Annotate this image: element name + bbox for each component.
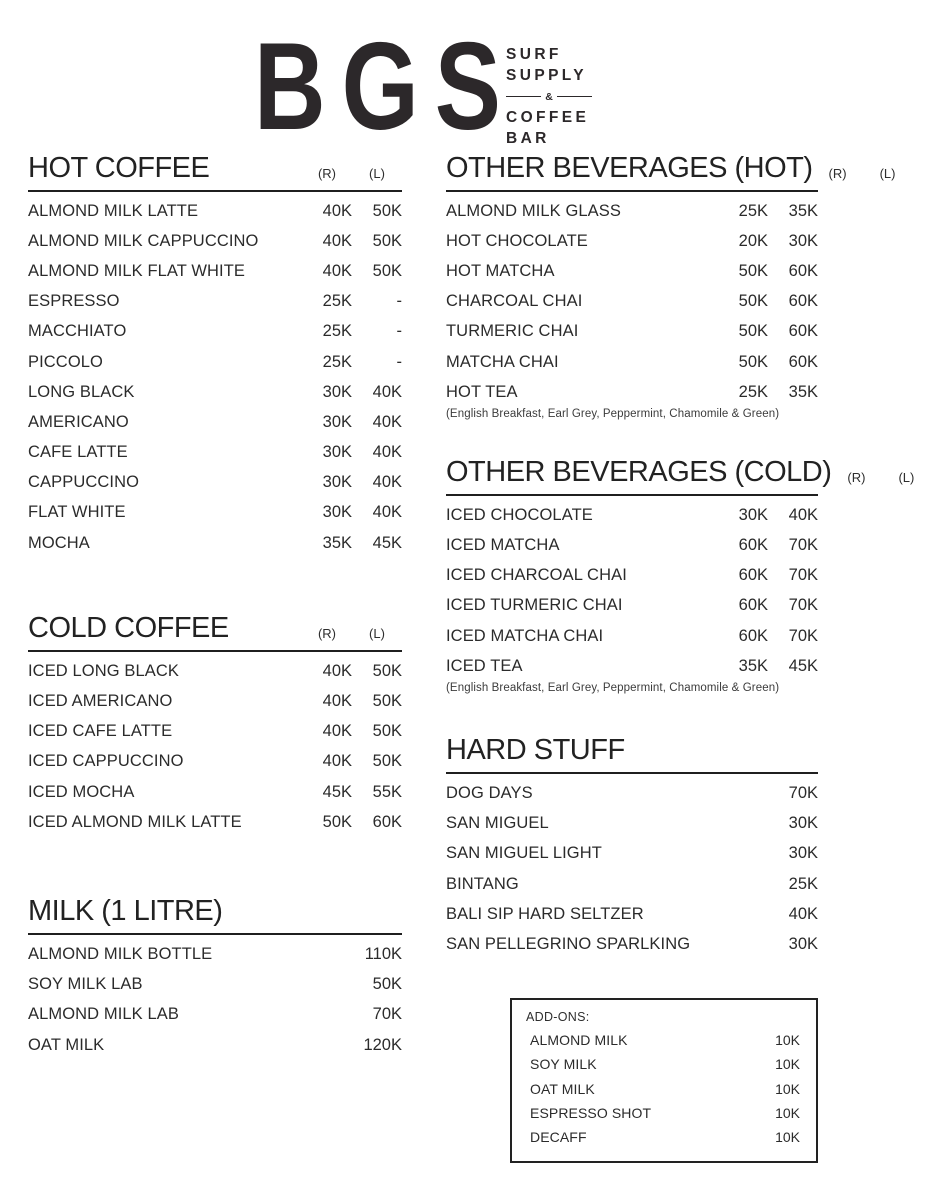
- menu-item-name: ICED ALMOND MILK LATTE: [28, 812, 242, 831]
- menu-item-row: [28, 970, 402, 1000]
- section-other-beverages-hot: [446, 152, 896, 421]
- tagline-divider: [506, 86, 592, 107]
- menu-item-price-large: 70K: [788, 566, 818, 585]
- size-label-large: (L): [898, 470, 915, 486]
- menu-item-row: [28, 287, 402, 317]
- menu-item-price-large: 60K: [788, 292, 818, 311]
- menu-item-row: [526, 1028, 800, 1052]
- menu-item-name: PICCOLO: [28, 352, 103, 371]
- menu-item-name: ALMOND MILK CAPPUCCINO: [28, 231, 259, 250]
- menu-item-row: [28, 256, 402, 286]
- menu-item-price-large: 50K: [372, 201, 402, 220]
- menu-item-row: [526, 1101, 800, 1125]
- menu-item-price-regular: 50K: [738, 292, 768, 311]
- menu-item-name: DECAFF: [530, 1129, 587, 1146]
- section-other-beverages-cold: [446, 456, 915, 695]
- menu-item-name: HOT MATCHA: [446, 261, 555, 280]
- section-header: [28, 897, 402, 935]
- menu-item-price-large: 60K: [788, 352, 818, 371]
- menu-item-row: [28, 747, 402, 777]
- section-rows: [446, 778, 818, 959]
- menu-item-name: OAT MILK: [530, 1080, 595, 1097]
- menu-item-name: CHARCOAL CHAI: [446, 292, 583, 311]
- tea-varieties-note: (English Breakfast, Earl Grey, Peppermint, Chamomile & Green): [446, 682, 780, 695]
- menu-item-name: SOY MILK: [530, 1056, 597, 1073]
- menu-item-price-large: 10K: [775, 1080, 800, 1097]
- menu-item-price-large: 10K: [775, 1056, 800, 1073]
- menu-item-row: [526, 1076, 800, 1100]
- menu-item-name: ICED CAFE LATTE: [28, 722, 173, 741]
- menu-item-price-regular: 25K: [738, 382, 768, 401]
- menu-item-row: [446, 809, 818, 839]
- menu-item-price-regular: 40K: [322, 752, 352, 771]
- menu-item-price-regular: 25K: [322, 322, 352, 341]
- menu-item-price-large: 40K: [372, 473, 402, 492]
- section-title: MILK (1 LITRE): [28, 895, 223, 928]
- menu-item-name: ALMOND MILK: [530, 1031, 628, 1048]
- tagline-surf: SURF: [506, 46, 562, 63]
- menu-item-name: OAT MILK: [28, 1035, 105, 1054]
- menu-item-row: [28, 196, 402, 226]
- menu-item-price-large: 50K: [372, 722, 402, 741]
- right-column: [446, 152, 915, 1163]
- ampersand: &: [545, 90, 553, 103]
- menu-item-name: ALMOND MILK FLAT WHITE: [28, 261, 246, 280]
- section-header: [446, 152, 896, 192]
- menu-item-price-large: 25K: [788, 874, 818, 893]
- menu-item-row: [446, 531, 818, 561]
- addons-title: ADD-ONS:: [526, 1009, 590, 1024]
- menu-item-price-large: -: [396, 292, 402, 311]
- menu-item-price-large: 30K: [788, 231, 818, 250]
- menu-item-row: [28, 656, 402, 686]
- menu-item-price-regular: 50K: [738, 261, 768, 280]
- menu-item-price-regular: 25K: [322, 292, 352, 311]
- section-title: OTHER BEVERAGES (HOT): [446, 152, 813, 184]
- logo: [28, 0, 818, 156]
- menu-item-row: [28, 317, 402, 347]
- menu-item-row: [446, 839, 818, 869]
- menu-item-price-large: 40K: [372, 382, 402, 401]
- menu-item-row: [28, 498, 402, 528]
- menu-item-price-regular: 20K: [738, 231, 768, 250]
- section-rows: [526, 1028, 800, 1150]
- menu-item-name: ICED TURMERIC CHAI: [446, 596, 623, 615]
- menu-item-name: ICED CHOCOLATE: [446, 505, 593, 524]
- size-label-regular: (R): [317, 166, 337, 181]
- menu-item-row: [28, 377, 402, 407]
- menu-item-price-large: 40K: [788, 505, 818, 524]
- menu-item-row: [446, 317, 818, 347]
- menu-item-row: [526, 1052, 800, 1076]
- menu-item-price-regular: 30K: [322, 412, 352, 431]
- menu-item-price-regular: 60K: [738, 536, 768, 555]
- section-milk: [28, 897, 402, 1060]
- menu-item-price-regular: 40K: [322, 231, 352, 250]
- menu-item-name: ESPRESSO SHOT: [530, 1104, 652, 1121]
- menu-item-row: [28, 468, 402, 498]
- menu-item-row: [28, 347, 402, 377]
- menu-item-row: [28, 226, 402, 256]
- menu-item-price-large: 40K: [372, 503, 402, 522]
- menu-item-row: [526, 1125, 800, 1149]
- size-label-large: (L): [879, 166, 896, 181]
- menu-item-price-large: -: [396, 322, 402, 341]
- menu-item-price-large: 55K: [372, 782, 402, 801]
- menu-item-price-large: 35K: [788, 201, 818, 220]
- menu-item-row: [28, 438, 402, 468]
- menu-item-name: ALMOND MILK LATTE: [28, 201, 199, 220]
- menu-item-price-large: 50K: [372, 752, 402, 771]
- menu-item-name: ALMOND MILK BOTTLE: [28, 944, 213, 963]
- menu-item-price-regular: 50K: [322, 812, 352, 831]
- menu-item-row: [28, 1030, 402, 1060]
- size-label-large: (L): [369, 626, 385, 642]
- logo-tagline: [506, 38, 592, 149]
- menu-item-row: [28, 686, 402, 716]
- menu-item-name: SAN MIGUEL: [446, 814, 549, 833]
- section-rows: [446, 196, 818, 407]
- menu-item-price-large: 60K: [788, 261, 818, 280]
- menu-item-price-large: 70K: [788, 784, 818, 803]
- section-header: [446, 736, 818, 774]
- menu-item-row: [28, 528, 402, 558]
- tagline-bar: BAR: [506, 130, 550, 147]
- menu-item-name: ICED CAPPUCCINO: [28, 752, 184, 771]
- menu-item-row: [446, 226, 818, 256]
- section-hard-stuff: [446, 736, 818, 959]
- menu-item-price-large: 30K: [788, 814, 818, 833]
- menu-item-row: [446, 500, 818, 530]
- size-labels: [813, 166, 913, 183]
- section-title: OTHER BEVERAGES (COLD): [446, 456, 832, 489]
- menu-item-row: [446, 256, 818, 286]
- menu-item-row: [446, 347, 818, 377]
- menu-item-name: MOCHA: [28, 533, 90, 552]
- menu-item-row: [446, 377, 818, 407]
- menu-item-price-large: 70K: [372, 1005, 402, 1024]
- menu-item-price-large: 10K: [775, 1031, 800, 1048]
- menu-item-name: HOT CHOCOLATE: [446, 231, 588, 250]
- menu-item-name: MACCHIATO: [28, 322, 127, 341]
- menu-item-price-regular: 25K: [322, 352, 352, 371]
- menu-item-price-regular: 40K: [322, 692, 352, 711]
- menu-item-name: ICED TEA: [446, 656, 523, 675]
- section-header: [446, 456, 915, 496]
- menu-item-name: ICED MATCHA CHAI: [446, 626, 604, 645]
- menu-columns: [28, 152, 915, 1163]
- tagline-coffee: COFFEE: [506, 109, 590, 126]
- logo-acronym: [254, 18, 517, 156]
- menu-item-price-large: 70K: [788, 596, 818, 615]
- menu-item-price-regular: 35K: [738, 656, 768, 675]
- size-label-regular: (R): [317, 626, 337, 642]
- menu-item-row: [28, 939, 402, 969]
- menu-item-price-large: 40K: [788, 904, 818, 923]
- logo-acronym-text: BGS: [254, 18, 517, 156]
- menu-item-row: [446, 651, 818, 681]
- menu-item-price-large: 40K: [372, 412, 402, 431]
- menu-item-price-large: 110K: [364, 944, 402, 963]
- menu-item-price-large: 60K: [788, 322, 818, 341]
- menu-item-name: SAN PELLEGRINO SPARLKING: [446, 934, 691, 953]
- menu-item-price-regular: 35K: [322, 533, 352, 552]
- menu-item-name: AMERICANO: [28, 412, 129, 431]
- menu-item-row: [28, 717, 402, 747]
- menu-item-price-large: 60K: [372, 812, 402, 831]
- menu-item-row: [28, 1000, 402, 1030]
- section-rows: [28, 656, 402, 837]
- size-labels: [302, 626, 402, 643]
- menu-item-name: ICED LONG BLACK: [28, 661, 179, 680]
- menu-item-row: [446, 287, 818, 317]
- menu-item-name: CAFE LATTE: [28, 443, 128, 462]
- menu-item-row: [446, 561, 818, 591]
- section-rows: [446, 500, 818, 681]
- menu-item-row: [446, 929, 818, 959]
- menu-item-price-regular: 40K: [322, 201, 352, 220]
- section-hot-coffee: [28, 154, 402, 558]
- menu-item-name: MATCHA CHAI: [446, 352, 559, 371]
- menu-item-row: [28, 807, 402, 837]
- menu-item-price-regular: 40K: [322, 261, 352, 280]
- menu-item-price-large: 50K: [372, 661, 402, 680]
- menu-item-name: FLAT WHITE: [28, 503, 126, 522]
- menu-item-name: LONG BLACK: [28, 382, 135, 401]
- menu-item-price-large: 45K: [372, 533, 402, 552]
- menu-item-price-regular: 50K: [738, 352, 768, 371]
- menu-item-name: ICED MATCHA: [446, 536, 560, 555]
- left-column: [28, 154, 402, 1163]
- size-labels: [831, 470, 931, 487]
- menu-item-name: TURMERIC CHAI: [446, 322, 579, 341]
- section-rows: [28, 196, 402, 558]
- menu-item-row: [446, 591, 818, 621]
- size-label-large: (L): [369, 166, 385, 181]
- menu-item-price-large: -: [396, 352, 402, 371]
- menu-item-name: DOG DAYS: [446, 784, 533, 803]
- menu-item-price-large: 35K: [788, 382, 818, 401]
- section-header: [28, 614, 402, 652]
- tea-varieties-note: (English Breakfast, Earl Grey, Peppermint, Chamomile & Green): [446, 408, 780, 421]
- menu-item-price-large: 30K: [788, 934, 818, 953]
- menu-item-name: BALI SIP HARD SELTZER: [446, 904, 644, 923]
- section-cold-coffee: [28, 614, 402, 837]
- section-title: HARD STUFF: [446, 734, 625, 767]
- menu-item-price-regular: 50K: [738, 322, 768, 341]
- size-label-regular: (R): [828, 166, 847, 181]
- size-labels: [302, 166, 402, 183]
- section-header: [28, 154, 402, 192]
- addons-box: [510, 998, 818, 1164]
- menu-item-price-large: 10K: [775, 1129, 800, 1146]
- menu-item-price-regular: 30K: [738, 505, 768, 524]
- section-rows: [28, 939, 402, 1060]
- size-label-regular: (R): [847, 470, 866, 486]
- menu-item-price-regular: 40K: [322, 661, 352, 680]
- menu-item-name: SAN MIGUEL LIGHT: [446, 844, 602, 863]
- menu-item-price-regular: 60K: [738, 566, 768, 585]
- section-title: HOT COFFEE: [28, 152, 210, 184]
- menu-item-price-large: 50K: [372, 261, 402, 280]
- menu-item-name: HOT TEA: [446, 382, 518, 401]
- menu-item-price-regular: 40K: [322, 722, 352, 741]
- menu-item-price-large: 70K: [788, 626, 818, 645]
- menu-item-price-regular: 60K: [738, 596, 768, 615]
- menu-item-price-regular: 60K: [738, 626, 768, 645]
- menu-item-row: [28, 777, 402, 807]
- menu-item-name: ALMOND MILK GLASS: [446, 201, 621, 220]
- menu-item-price-large: 40K: [372, 443, 402, 462]
- menu-item-row: [446, 196, 818, 226]
- menu-item-price-regular: 30K: [322, 473, 352, 492]
- section-title: COLD COFFEE: [28, 612, 229, 645]
- menu-item-row: [446, 869, 818, 899]
- menu-item-price-large: 10K: [775, 1104, 800, 1121]
- menu-item-name: ESPRESSO: [28, 292, 120, 311]
- divider-rule-right: [557, 96, 592, 98]
- menu-item-price-regular: 30K: [322, 443, 352, 462]
- menu-item-row: [446, 899, 818, 929]
- menu-item-row: [446, 621, 818, 651]
- menu-item-price-large: 70K: [788, 536, 818, 555]
- menu-item-name: ICED MOCHA: [28, 782, 135, 801]
- menu-item-row: [446, 778, 818, 808]
- menu-item-name: ALMOND MILK LAB: [28, 1005, 179, 1024]
- menu-item-price-large: 50K: [372, 692, 402, 711]
- menu-item-name: BINTANG: [446, 874, 519, 893]
- menu-item-name: ICED CHARCOAL CHAI: [446, 566, 627, 585]
- tagline-supply: SUPPLY: [506, 67, 587, 84]
- menu-item-price-large: 120K: [363, 1035, 402, 1054]
- menu-item-name: SOY MILK LAB: [28, 975, 143, 994]
- menu-item-price-regular: 30K: [322, 382, 352, 401]
- menu-item-price-large: 30K: [788, 844, 818, 863]
- menu-item-row: [28, 407, 402, 437]
- menu-item-price-large: 50K: [372, 231, 402, 250]
- menu-item-name: CAPPUCCINO: [28, 473, 140, 492]
- menu-item-price-regular: 45K: [322, 782, 352, 801]
- menu-item-price-regular: 30K: [322, 503, 352, 522]
- menu-item-price-large: 45K: [788, 656, 818, 675]
- menu-item-price-regular: 25K: [738, 201, 768, 220]
- menu-item-name: ICED AMERICANO: [28, 692, 173, 711]
- menu-item-price-large: 50K: [372, 975, 402, 994]
